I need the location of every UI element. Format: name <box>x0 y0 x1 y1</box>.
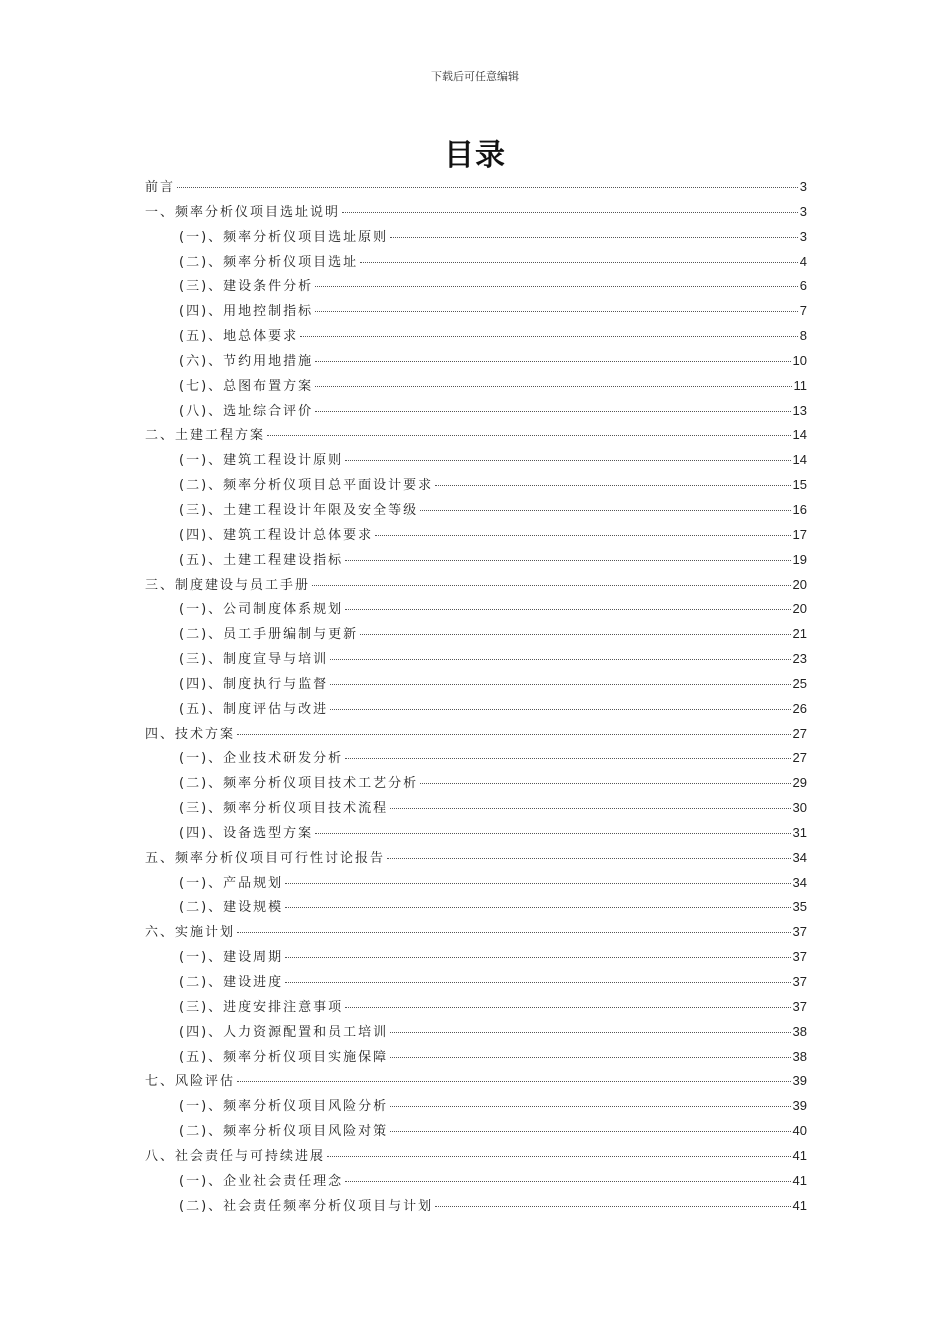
toc-entry-page-number: 41 <box>792 1197 807 1213</box>
toc-entry-label: (六)、节约用地措施 <box>179 353 314 369</box>
toc-entry[interactable] <box>145 771 807 796</box>
toc-dot-leader <box>300 336 798 337</box>
toc-dot-leader <box>237 932 791 933</box>
toc-entry[interactable] <box>145 448 807 473</box>
toc-entry-label: 二、土建工程方案 <box>145 428 266 444</box>
toc-entry[interactable] <box>145 672 807 697</box>
toc-entry[interactable] <box>145 274 807 299</box>
toc-dot-leader <box>360 262 798 263</box>
toc-entry-page-number: 34 <box>792 849 807 865</box>
toc-entry-page-number: 29 <box>792 775 807 791</box>
toc-entry-label: 七、风险评估 <box>145 1074 236 1090</box>
toc-entry-label: (一)、频率分析仪项目风险分析 <box>179 1099 389 1115</box>
toc-entry-label: (二)、频率分析仪项目总平面设计要求 <box>179 478 434 494</box>
toc-entry-label: (一)、企业技术研发分析 <box>179 751 344 767</box>
page-title: 目录 <box>444 138 506 173</box>
toc-entry-label: (五)、土建工程建设指标 <box>179 552 344 568</box>
toc-entry-label: 一、频率分析仪项目选址说明 <box>145 204 341 220</box>
toc-dot-leader <box>420 783 790 784</box>
toc-entry-label: (二)、员工手册编制与更新 <box>179 627 359 643</box>
toc-entry-label: (三)、频率分析仪项目技术流程 <box>179 801 389 817</box>
toc-entry-page-number: 38 <box>792 1023 807 1039</box>
toc-entry[interactable] <box>145 746 807 771</box>
toc-entry[interactable] <box>145 200 807 225</box>
toc-dot-leader <box>285 982 790 983</box>
toc-dot-leader <box>315 286 798 287</box>
toc-entry-page-number: 20 <box>792 576 807 592</box>
toc-entry-page-number: 37 <box>792 974 807 989</box>
toc-entry-page-number: 4 <box>799 253 807 269</box>
toc-entry[interactable] <box>145 473 807 498</box>
toc-entry-page-number: 23 <box>792 651 807 667</box>
toc-dot-leader <box>327 1156 791 1157</box>
toc-entry-label: (一)、企业社会责任理念 <box>179 1173 344 1189</box>
toc-entry-page-number: 3 <box>799 179 807 194</box>
toc-entry-page-number: 27 <box>792 750 807 766</box>
toc-entry-page-number: 30 <box>792 800 807 816</box>
toc-dot-leader <box>387 858 791 859</box>
toc-dot-leader <box>360 634 790 635</box>
toc-entry[interactable] <box>145 920 807 945</box>
toc-dot-leader <box>435 485 790 486</box>
toc-entry-label: (三)、建设条件分析 <box>179 279 314 295</box>
toc-entry-label: (一)、产品规划 <box>179 875 284 891</box>
toc-dot-leader <box>345 609 790 610</box>
toc-entry[interactable] <box>145 945 807 970</box>
toc-entry-page-number: 13 <box>792 402 807 418</box>
toc-dot-leader <box>177 187 798 188</box>
toc-entry[interactable] <box>145 622 807 647</box>
toc-dot-leader <box>345 460 790 461</box>
toc-dot-leader <box>330 684 790 685</box>
toc-entry-page-number: 14 <box>792 427 807 443</box>
toc-entry-page-number: 15 <box>792 477 807 493</box>
toc-entry-label: 六、实施计划 <box>145 925 236 941</box>
toc-entry-label: (一)、频率分析仪项目选址原则 <box>179 229 389 245</box>
toc-entry[interactable] <box>145 697 807 722</box>
toc-dot-leader <box>375 535 790 536</box>
toc-entry[interactable] <box>145 1194 807 1219</box>
toc-entry-page-number: 39 <box>792 1098 807 1114</box>
toc-dot-leader <box>285 907 790 908</box>
toc-entry[interactable] <box>145 324 807 349</box>
toc-dot-leader <box>267 435 791 436</box>
toc-entry-label: (二)、建设规模 <box>179 900 284 916</box>
toc-dot-leader <box>435 1206 790 1207</box>
toc-entry[interactable] <box>145 1045 807 1070</box>
toc-entry-page-number: 3 <box>799 228 807 244</box>
toc-entry-page-number: 20 <box>792 601 807 617</box>
toc-entry-page-number: 40 <box>792 1123 807 1139</box>
toc-entry-label: (三)、进度安排注意事项 <box>179 999 344 1015</box>
toc-entry-label: (一)、公司制度体系规划 <box>179 602 344 618</box>
toc-entry[interactable] <box>145 871 807 896</box>
toc-dot-leader <box>390 1057 790 1058</box>
toc-entry-label: (二)、频率分析仪项目技术工艺分析 <box>179 776 419 792</box>
toc-dot-leader <box>315 833 790 834</box>
toc-entry[interactable] <box>145 647 807 672</box>
toc-entry-label: (三)、制度宣导与培训 <box>179 652 329 668</box>
toc-dot-leader <box>390 1032 790 1033</box>
toc-entry-label: (七)、总图布置方案 <box>179 378 314 394</box>
toc-entry-page-number: 25 <box>792 675 807 691</box>
toc-entry-label: 四、技术方案 <box>145 726 236 742</box>
toc-dot-leader <box>315 386 791 387</box>
toc-entry-page-number: 41 <box>792 1147 807 1163</box>
toc-dot-leader <box>420 510 790 511</box>
toc-entry-label: (五)、地总体要求 <box>179 329 299 345</box>
toc-entry-label: (二)、频率分析仪项目选址 <box>179 254 359 270</box>
toc-dot-leader <box>390 237 798 238</box>
toc-entry-label: (四)、用地控制指标 <box>179 304 314 320</box>
toc-entry-label: 三、制度建设与员工手册 <box>145 577 311 593</box>
toc-entry[interactable] <box>145 523 807 548</box>
toc-entry-page-number: 31 <box>792 824 807 840</box>
toc-dot-leader <box>237 1081 791 1082</box>
toc-dot-leader <box>237 734 791 735</box>
toc-entry-page-number: 39 <box>792 1073 807 1089</box>
toc-entry[interactable] <box>145 895 807 920</box>
toc-dot-leader <box>315 411 790 412</box>
toc-entry-page-number: 10 <box>792 352 807 368</box>
toc-entry-page-number: 3 <box>799 203 807 219</box>
toc-entry-page-number: 38 <box>792 1048 807 1064</box>
toc-dot-leader <box>330 709 790 710</box>
toc-entry-page-number: 21 <box>792 626 807 642</box>
toc-entry[interactable] <box>145 175 807 200</box>
toc-entry-label: (四)、制度执行与监督 <box>179 676 329 692</box>
toc-dot-leader <box>345 560 790 561</box>
toc-entry[interactable] <box>145 250 807 275</box>
toc-entry[interactable] <box>145 374 807 399</box>
toc-entry-label: (二)、建设进度 <box>179 975 284 990</box>
toc-dot-leader <box>285 957 790 958</box>
toc-entry[interactable] <box>145 498 807 523</box>
toc-entry-label: (一)、建筑工程设计原则 <box>179 453 344 469</box>
toc-entry-label: (四)、建筑工程设计总体要求 <box>179 527 374 543</box>
toc-entry[interactable] <box>145 423 807 448</box>
toc-entry[interactable] <box>145 548 807 573</box>
toc-entry[interactable] <box>145 1094 807 1119</box>
toc-entry[interactable] <box>145 970 807 995</box>
table-of-contents <box>145 175 807 1218</box>
toc-entry-page-number: 19 <box>792 551 807 567</box>
toc-entry-label: (四)、人力资源配置和员工培训 <box>179 1024 389 1040</box>
toc-entry-label: (五)、制度评估与改进 <box>179 701 329 717</box>
toc-entry-page-number: 37 <box>792 998 807 1014</box>
toc-entry[interactable] <box>145 1169 807 1194</box>
toc-entry[interactable] <box>145 299 807 324</box>
toc-entry[interactable] <box>145 1119 807 1144</box>
toc-entry[interactable] <box>145 1069 807 1094</box>
toc-entry[interactable] <box>145 1020 807 1045</box>
toc-entry[interactable] <box>145 349 807 374</box>
toc-entry-page-number: 6 <box>799 278 807 294</box>
toc-entry-label: (三)、土建工程设计年限及安全等级 <box>179 502 419 518</box>
toc-entry-page-number: 7 <box>799 303 807 319</box>
toc-dot-leader <box>342 212 798 213</box>
toc-entry[interactable] <box>145 821 807 846</box>
toc-entry-label: 五、频率分析仪项目可行性讨论报告 <box>145 850 386 866</box>
toc-entry-page-number: 37 <box>792 924 807 940</box>
toc-entry-page-number: 16 <box>792 501 807 517</box>
toc-entry-page-number: 17 <box>792 526 807 542</box>
toc-entry[interactable] <box>145 796 807 821</box>
toc-dot-leader <box>390 1131 790 1132</box>
toc-entry-label: (一)、建设周期 <box>179 950 284 966</box>
toc-entry-page-number: 41 <box>792 1172 807 1188</box>
toc-entry-label: (八)、选址综合评价 <box>179 403 314 419</box>
toc-dot-leader <box>315 361 790 362</box>
page-header: 下载后可任意编辑 <box>431 70 519 83</box>
toc-entry[interactable] <box>145 722 807 747</box>
toc-dot-leader <box>285 883 790 884</box>
toc-entry-page-number: 26 <box>792 700 807 716</box>
toc-dot-leader <box>312 585 791 586</box>
toc-dot-leader <box>345 1181 790 1182</box>
toc-entry-label: (五)、频率分析仪项目实施保障 <box>179 1049 389 1065</box>
toc-dot-leader <box>390 1106 790 1107</box>
toc-entry[interactable] <box>145 573 807 598</box>
toc-entry-page-number: 11 <box>793 377 807 393</box>
toc-entry-page-number: 37 <box>792 949 807 965</box>
toc-entry-label: (四)、设备选型方案 <box>179 825 314 841</box>
toc-dot-leader <box>390 808 790 809</box>
toc-entry-label: 前言 <box>145 180 176 195</box>
toc-dot-leader <box>330 659 790 660</box>
toc-entry-page-number: 14 <box>792 452 807 468</box>
toc-entry-page-number: 35 <box>792 899 807 915</box>
toc-entry-label: (二)、社会责任频率分析仪项目与计划 <box>179 1198 434 1214</box>
toc-entry[interactable] <box>145 399 807 424</box>
toc-entry[interactable] <box>145 846 807 871</box>
toc-entry[interactable] <box>145 225 807 250</box>
toc-entry-page-number: 8 <box>799 328 807 344</box>
toc-dot-leader <box>345 1007 790 1008</box>
toc-dot-leader <box>345 758 790 759</box>
toc-entry[interactable] <box>145 597 807 622</box>
toc-dot-leader <box>315 311 798 312</box>
toc-entry-page-number: 34 <box>792 874 807 890</box>
toc-entry[interactable] <box>145 995 807 1020</box>
toc-entry-label: 八、社会责任与可持续进展 <box>145 1148 326 1164</box>
toc-entry-label: (二)、频率分析仪项目风险对策 <box>179 1124 389 1140</box>
toc-entry-page-number: 27 <box>792 725 807 741</box>
toc-entry[interactable] <box>145 1144 807 1169</box>
